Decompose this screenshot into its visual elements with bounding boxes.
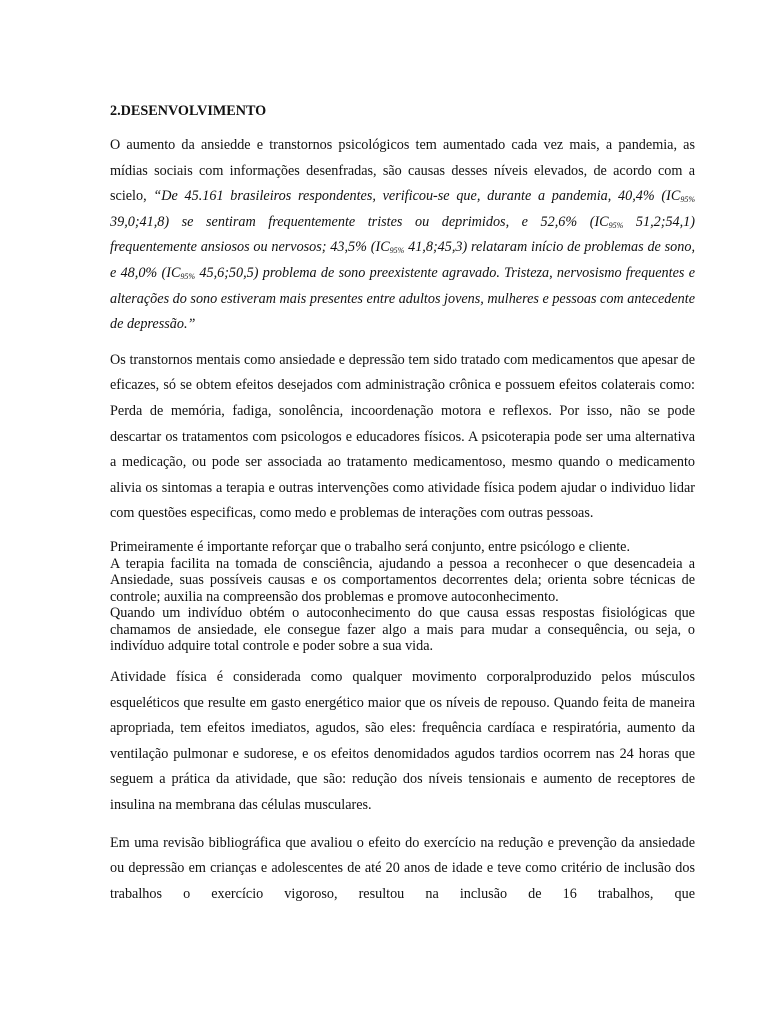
therapy-line-3: Quando um indivíduo obtém o autoconhecimento do que causa essas respostas fisiológicas que chamamos de ansiedade, ele consegue fazer algo a mais para mudar a consequência, ou seja, o indivíduo adquire total controle e poder sobre a sua vida. [110, 605, 695, 655]
paragraph-anxiety-pandemic [110, 133, 695, 338]
document-page [110, 100, 695, 907]
paragraph-treatments: Os transtornos mentais como ansiedade e depressão tem sido tratado com medicamentos que apesar de eficazes, só se obtem efeitos desejados com administração crônica e possuem efeitos colaterais como: Perda de memória, fadiga, sonolência, incoordenação motora e reflexos. Por isso, não se pode descartar os tratamentos com psicologos e educadores físicos. A psicoterapia pode ser uma alternativa a medicação, ou pode ser associada ao tratamento medicamentoso, mesmo quando o medicamento alivia os sintomas a terapia e outras intervenções como atividade física podem ajudar o individuo lidar com questões especificas, como medo e problemas de interações com outras pessoas. [110, 351, 695, 522]
paragraph-physical-activity: Atividade física é considerada como qualquer movimento corporalproduzido pelos músculos esqueléticos que resulte em gasto energético maior que os níveis de repouso. Quando feita de maneira apropriada, tem efeitos imediatos, agudos, são eles: frequência cardíaca e respiratória, aumento da ventilação pulmonar e sudorese, e os efeitos denomidados agudos tardios ocorrem nas 24 horas que seguem a prática da atividade, que são: redução dos níveis tensionais e aumento de receptores de insulina na membrana das células musculares. [110, 669, 695, 814]
section-heading: 2.DESENVOLVIMENTO [110, 103, 267, 119]
therapy-line-1: Primeiramente é importante reforçar que o trabalho será conjunto, entre psicólogo e cliente. [110, 538, 630, 555]
paragraph-intro: O aumento da ansiedde e transtornos psicológicos tem aumentado cada vez mais, a pandemia, as mídias sociais com informações desenfradas, são causas desses níveis elevados, de acordo com a scielo, [110, 137, 695, 205]
paragraph-review: Em uma revisão bibliográfica que avaliou o efeito do exercício na redução e prevenção da ansiedade ou depressão em crianças e adolescentes de até 20 anos de idade e teve como critério de inclusão dos trabalhos o exercício vigoroso, resultou na inclusão de 16 trabalhos, que [110, 834, 695, 902]
therapy-line-2: A terapia facilita na tomada de consciência, ajudando a pessoa a reconhecer o que desencadeia a Ansiedade, suas possíveis causas e os comportamentos decorrentes dela; orienta sobre técnicas de controle; auxilia na compreensão dos problemas e promove autoconhecimento. [110, 555, 695, 605]
scielo-quote: “De 45.161 brasileiros respondentes, verificou-se que, durante a pandemia, 40,4% ($IC_{95\%}$ 39,0;41,8) se sentiram frequentemente tristes ou deprimidos, e 52,6% ($IC_{95\%}$ 51,2;54,1) frequentemente ansiosos ou nervosos; 43,5% ($IC_{95\%}$ 41,8;45,3) relataram início de problemas de sono, e 48,0% ($IC_{95\%}$ 45,6;50,5) problema de sono preexistente agravado. Tristeza, nervosismo frequentes e alterações do sono estiveram mais presentes entre adultos jovens, mulheres e pessoas com antecedente de depressão.” [110, 188, 696, 333]
paragraph-therapy [110, 539, 695, 655]
